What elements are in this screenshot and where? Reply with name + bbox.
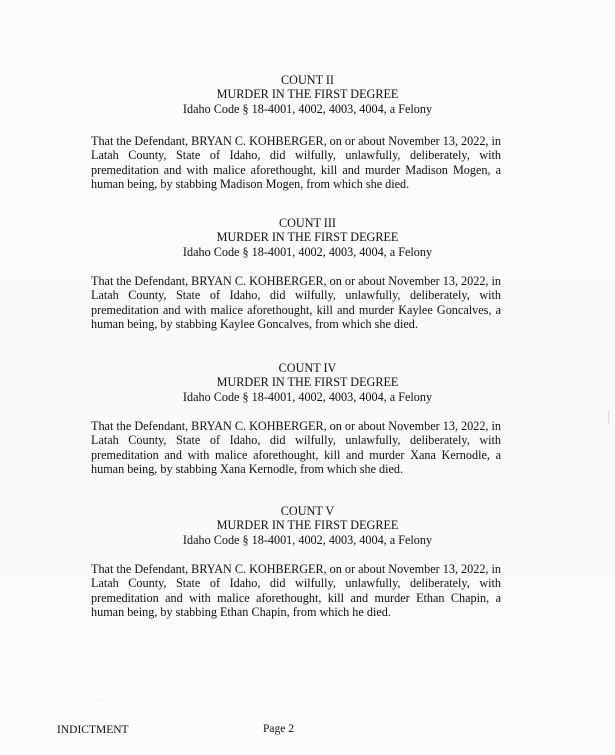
count-offense: MURDER IN THE FIRST DEGREE xyxy=(216,375,399,390)
document-title-footer: INDICTMENT xyxy=(57,724,129,736)
page-number-footer: Page 2 xyxy=(263,723,294,735)
count-number: COUNT V xyxy=(280,504,335,518)
count-number: COUNT II xyxy=(281,73,334,87)
count-offense: MURDER IN THE FIRST DEGREE xyxy=(216,518,399,533)
count-5-text: That the Defendant, BRYAN C. KOHBERGER, on or about November 13, 2022, in Latah County, State of Idaho, did wilfully, unlawfully, deliberately, with premeditation and with malice aforethought, kill and murder Ethan Chapin, a human being, by stabbing Ethan Chapin, from which he died. xyxy=(91,562,501,620)
count-offense: MURDER IN THE FIRST DEGREE xyxy=(216,87,399,102)
scan-artifact xyxy=(98,700,99,701)
count-4-heading xyxy=(0,361,615,404)
count-number: COUNT IV xyxy=(278,361,337,375)
count-offense: MURDER IN THE FIRST DEGREE xyxy=(216,230,399,245)
count-statute: Idaho Code § 18-4001, 4002, 4003, 4004, a Felony xyxy=(182,101,433,116)
count-3-heading xyxy=(0,216,615,259)
count-5-heading xyxy=(0,504,615,547)
count-statute: Idaho Code § 18-4001, 4002, 4003, 4004, a Felony xyxy=(182,389,433,404)
count-number: COUNT III xyxy=(279,216,336,230)
count-statute: Idaho Code § 18-4001, 4002, 4003, 4004, a Felony xyxy=(182,244,433,259)
count-2-heading xyxy=(0,73,615,116)
count-statute: Idaho Code § 18-4001, 4002, 4003, 4004, a Felony xyxy=(182,532,433,547)
count-3-text: That the Defendant, BRYAN C. KOHBERGER, on or about November 13, 2022, in Latah County, State of Idaho, did wilfully, unlawfully, deliberately, with premeditation and with malice aforethought, kill and murder Kaylee Goncalves, a human being, by stabbing Kaylee Goncalves, from which she died. xyxy=(91,274,501,332)
count-2-text: That the Defendant, BRYAN C. KOHBERGER, on or about November 13, 2022, in Latah County, State of Idaho, did wilfully, unlawfully, deliberately, with premeditation and with malice aforethought, kill and murder Madison Mogen, a human being, by stabbing Madison Mogen, from which she died. xyxy=(91,134,501,192)
count-4-text: That the Defendant, BRYAN C. KOHBERGER, on or about November 13, 2022, in Latah County, State of Idaho, did wilfully, unlawfully, deliberately, with premeditation and with malice aforethought, kill and murder Xana Kernodle, a human being, by stabbing Xana Kernodle, from which she died. xyxy=(91,419,501,477)
scan-artifact xyxy=(608,410,609,424)
